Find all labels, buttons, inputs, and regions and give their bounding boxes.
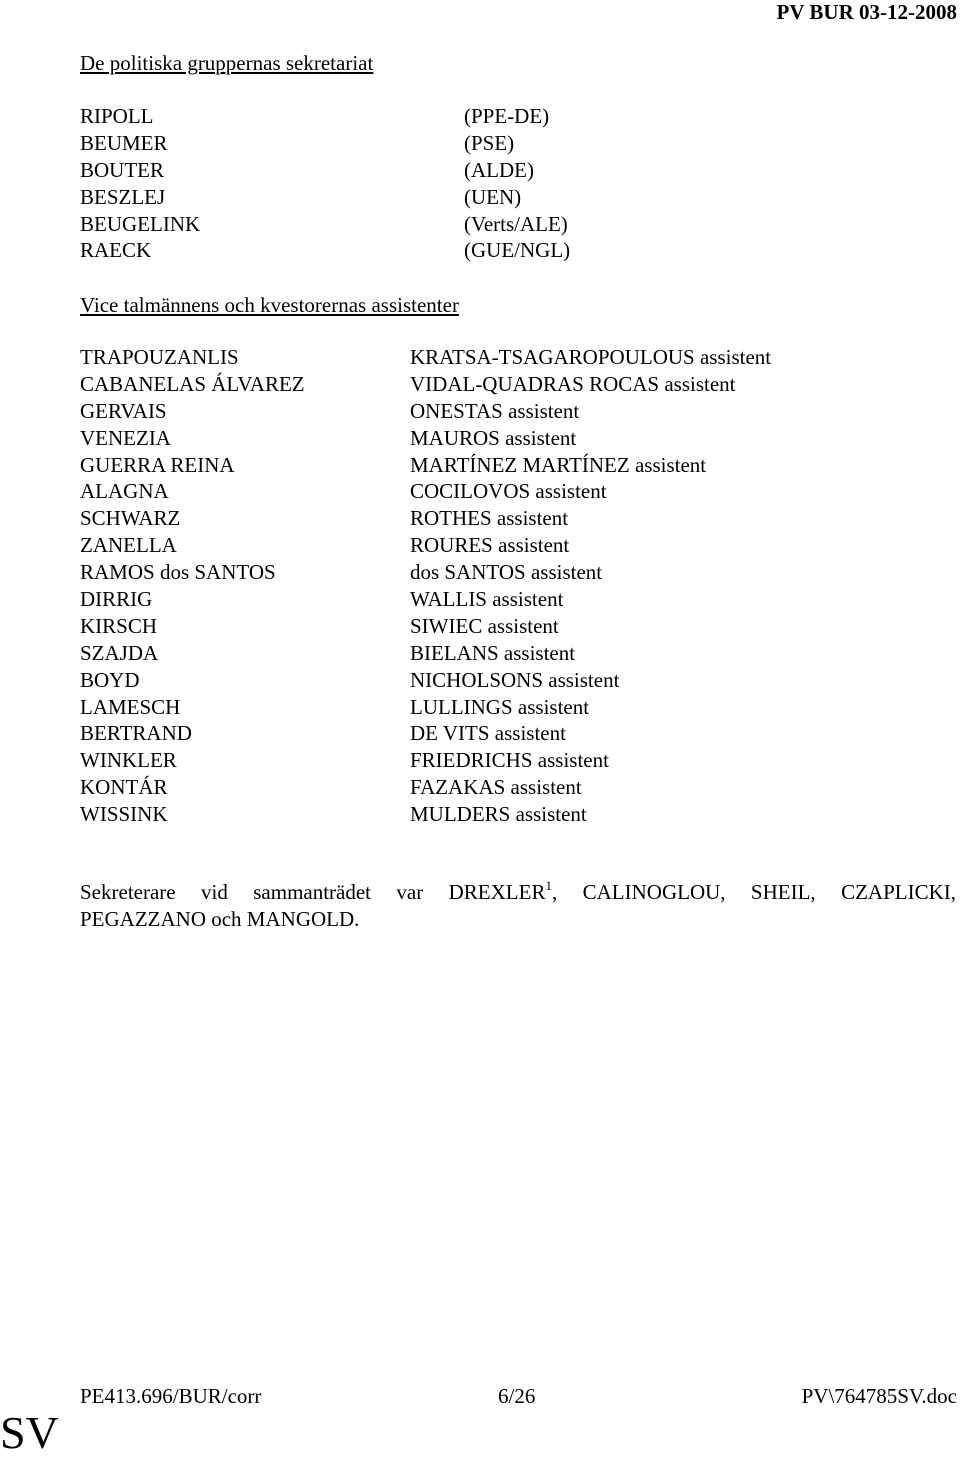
document-reference: PV BUR 03-12-2008 (776, 0, 957, 24)
assistant-role: COCILOVOS assistent (410, 479, 607, 504)
political-group: (PSE) (464, 130, 515, 155)
assistant-role: BIELANS assistent (410, 640, 576, 665)
assistant-name: VENEZIA (80, 425, 171, 450)
assistant-role: NICHOLSONS assistent (410, 667, 620, 692)
assistants-names-column (80, 344, 305, 828)
political-group: (ALDE) (464, 157, 534, 182)
assistant-name: SCHWARZ (80, 506, 181, 531)
footnote-reference[interactable]: 1 (545, 878, 552, 893)
secretaries-text-end: , CALINOGLOU, SHEIL, CZAPLICKI, (551, 880, 956, 904)
assistant-role: ROTHES assistent (410, 506, 569, 531)
assistant-name: DIRRIG (80, 587, 153, 612)
assistant-role: SIWIEC assistent (410, 613, 559, 638)
assistant-role: ONESTAS assistent (410, 398, 580, 423)
secretaries-line-2: PEGAZZANO och MANGOLD. (80, 907, 360, 931)
group-staff-name: BEUGELINK (80, 211, 201, 236)
secretaries-line-1 (80, 879, 956, 906)
secretaries-paragraph (80, 879, 956, 933)
assistant-role: LULLINGS assistent (410, 694, 590, 719)
assistant-name: CABANELAS ÁLVAREZ (80, 371, 305, 396)
political-group: (Verts/ALE) (464, 211, 568, 236)
assistant-role: FRIEDRICHS assistent (410, 748, 609, 773)
assistant-role: VIDAL-QUADRAS ROCAS assistent (410, 371, 736, 396)
assistant-role: DE VITS assistent (410, 721, 566, 746)
assistant-name: TRAPOUZANLIS (80, 345, 239, 369)
assistant-role: KRATSA-TSAGAROPOULOUS assistent (410, 345, 772, 369)
groups-names-column (80, 103, 200, 264)
footer-doc-number: PE413.696/BUR/corr (80, 1384, 262, 1408)
group-staff-name: RIPOLL (80, 104, 154, 128)
political-group: (GUE/NGL) (464, 238, 571, 263)
assistant-name: LAMESCH (80, 694, 181, 719)
assistant-name: ALAGNA (80, 479, 169, 504)
assistant-role: dos SANTOS assistent (410, 560, 603, 585)
political-group: (UEN) (464, 184, 522, 209)
groups-section-title: De politiska gruppernas sekretariat (80, 51, 374, 75)
assistant-name: SZAJDA (80, 640, 159, 665)
assistant-name: BERTRAND (80, 721, 192, 746)
assistant-name: WINKLER (80, 748, 177, 773)
language-code: SV (0, 1407, 59, 1458)
assistant-role: FAZAKAS assistent (410, 775, 582, 800)
group-staff-name: BEUMER (80, 130, 168, 155)
assistants-roles-column (410, 344, 771, 828)
group-staff-name: BOUTER (80, 157, 164, 182)
assistant-name: GUERRA REINA (80, 452, 235, 477)
footer-page-number: 6/26 (498, 1384, 536, 1408)
assistant-name: ZANELLA (80, 533, 177, 558)
assistant-role: ROURES assistent (410, 533, 570, 558)
assistant-name: KIRSCH (80, 613, 158, 638)
assistant-name: KONTÁR (80, 775, 168, 800)
assistant-role: WALLIS assistent (410, 587, 564, 612)
assistant-name: GERVAIS (80, 398, 167, 423)
political-group: (PPE-DE) (464, 104, 550, 128)
secretaries-text-start: Sekreterare vid sammanträdet var DREXLER (80, 880, 546, 904)
assistant-role: MARTÍNEZ MARTÍNEZ assistent (410, 452, 707, 477)
assistant-role: MAUROS assistent (410, 425, 577, 450)
group-staff-name: RAECK (80, 238, 152, 263)
assistants-section-title: Vice talmännens och kvestorernas assistenter (80, 293, 459, 317)
assistant-name: RAMOS dos SANTOS (80, 560, 276, 585)
footer-file-name: PV\764785SV.doc (801, 1384, 957, 1408)
assistant-name: BOYD (80, 667, 140, 692)
groups-acronyms-column (464, 103, 570, 264)
assistant-role: MULDERS assistent (410, 802, 587, 827)
group-staff-name: BESZLEJ (80, 184, 166, 209)
assistant-name: WISSINK (80, 802, 168, 827)
